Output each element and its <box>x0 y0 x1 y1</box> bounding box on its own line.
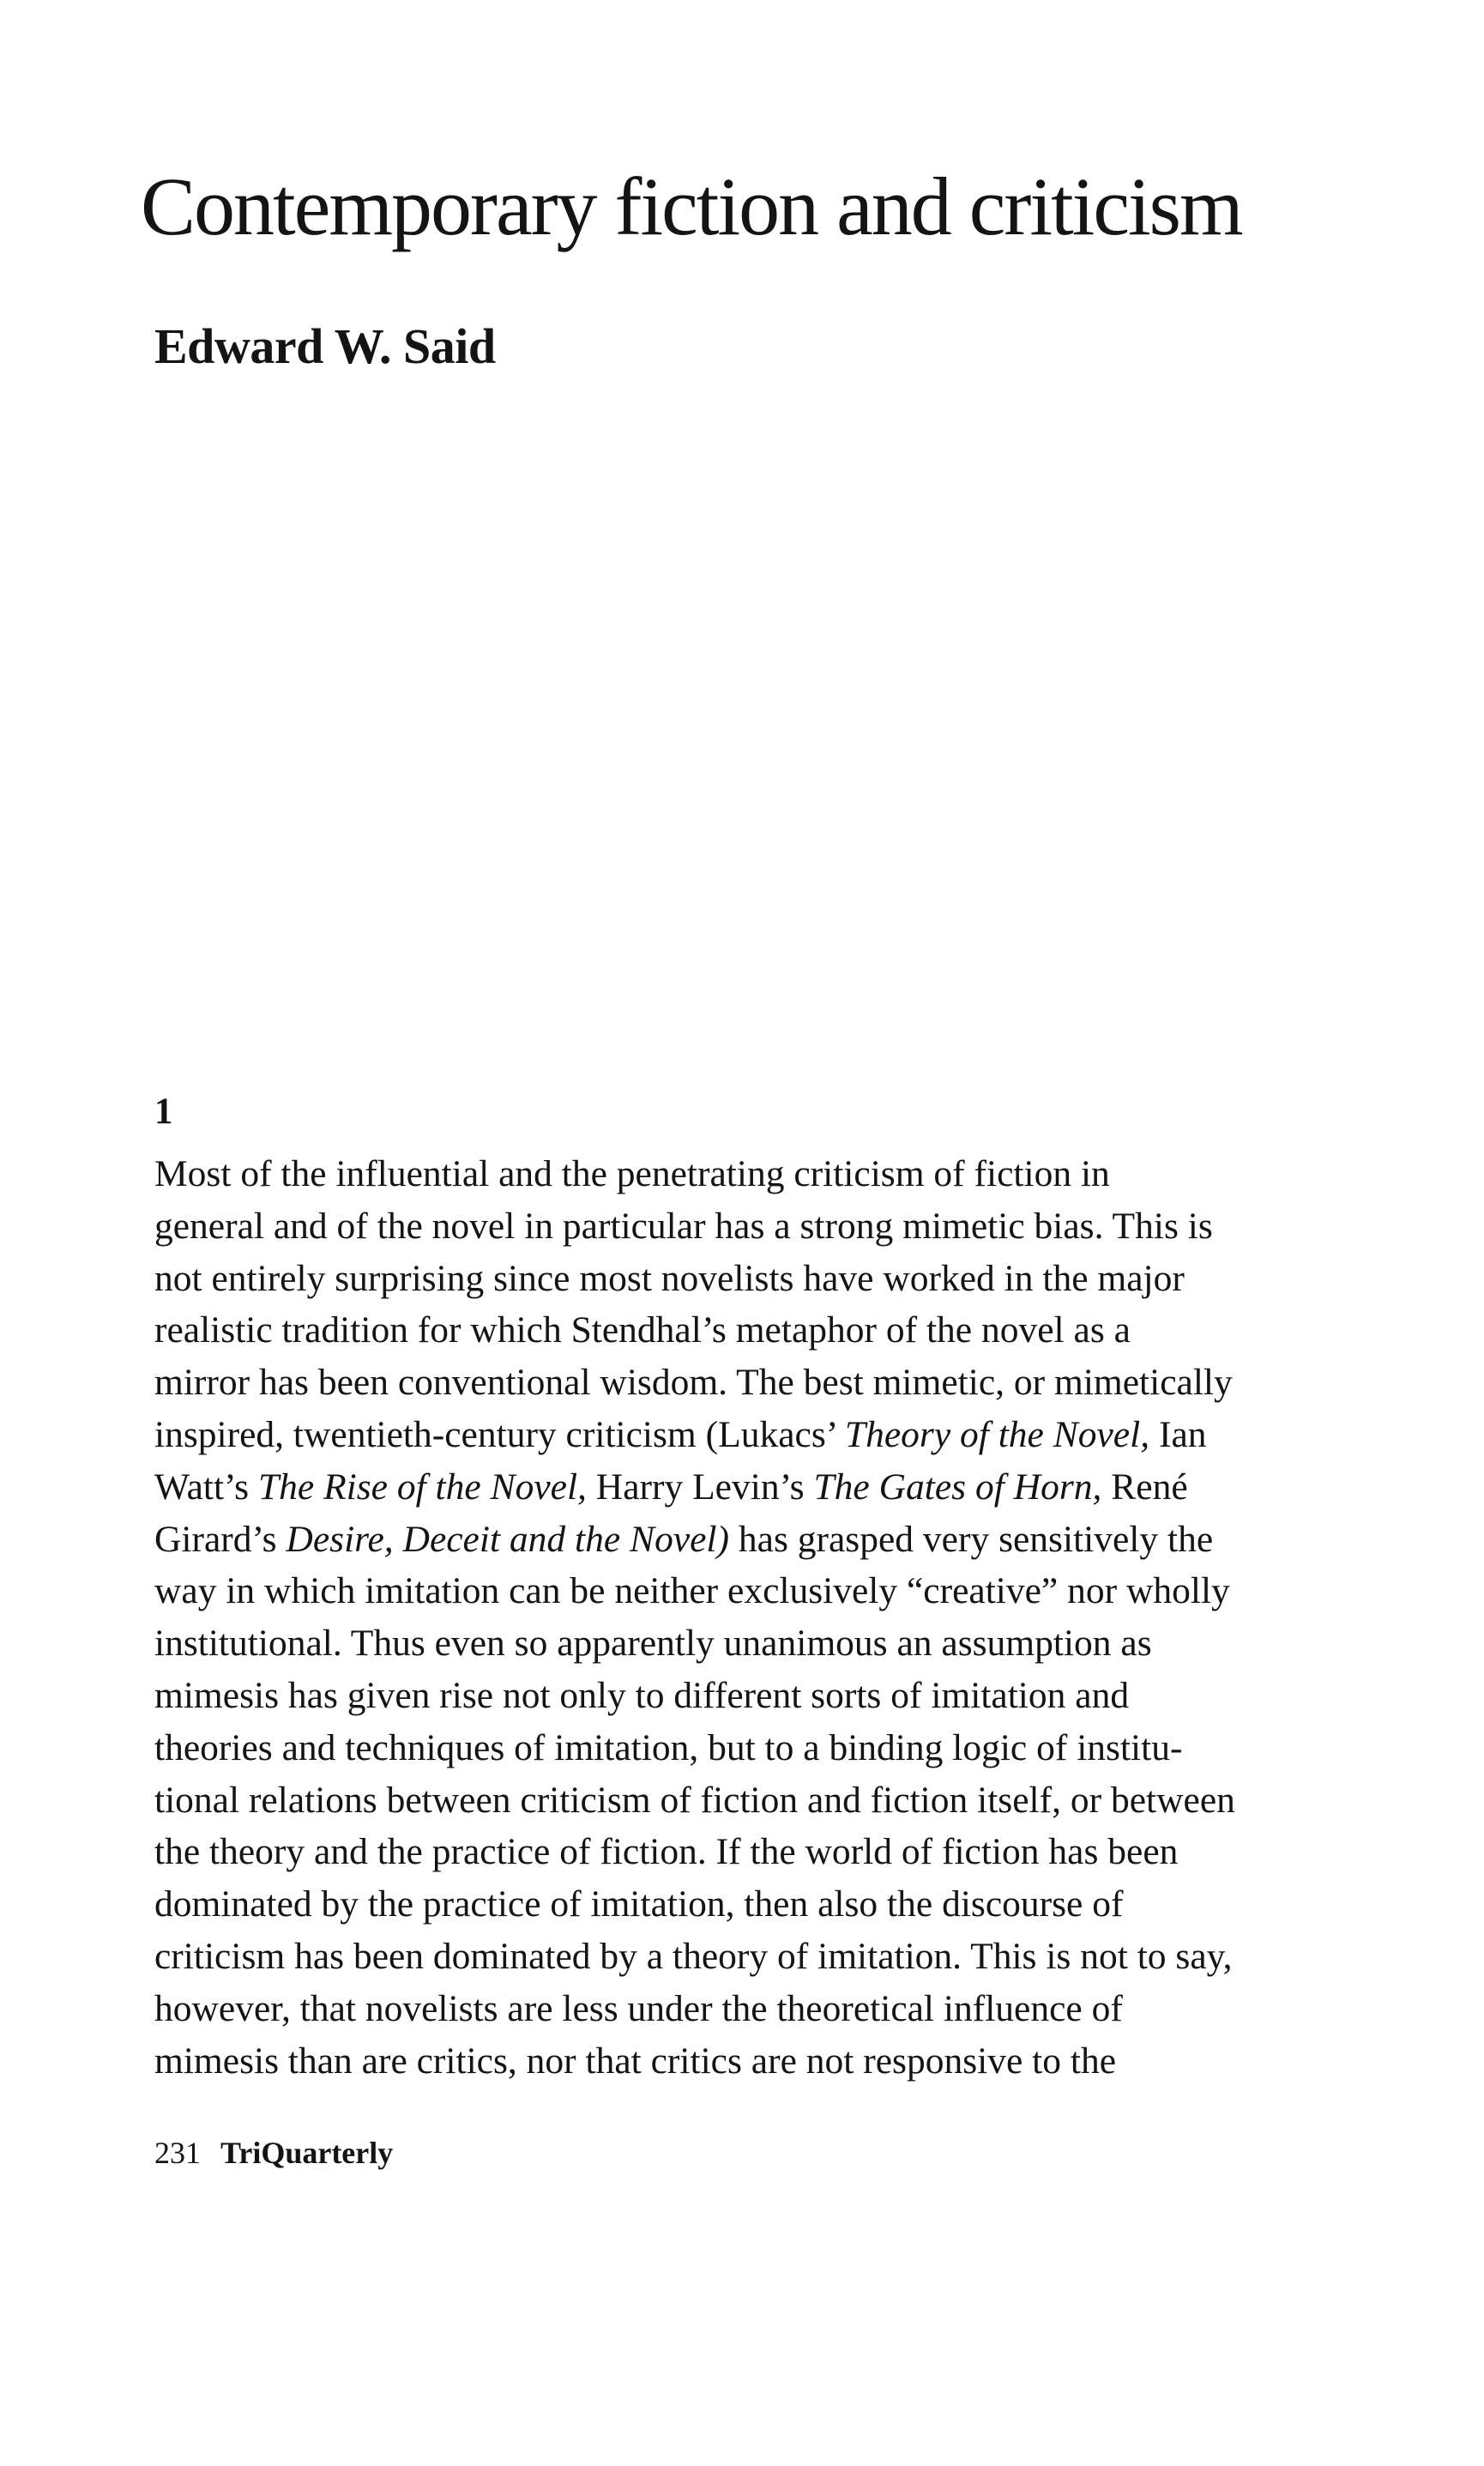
text-line: mimesis than are critics, nor that critics are not responsive to the <box>154 2040 1116 2082</box>
article-title: Contemporary fiction and criticism <box>141 160 1242 252</box>
text-line: realistic tradition for which Stendhal’s metaphor of the novel as a <box>154 1309 1131 1351</box>
text-line: tional relations between criticism of fiction and fiction itself, or between <box>154 1779 1235 1821</box>
text-line: Girard’s Desire, Deceit and the Novel) has grasped very sensitively the <box>154 1518 1214 1560</box>
text-line: mirror has been conventional wisdom. The best mimetic, or mimetically <box>154 1362 1233 1404</box>
text-line: mimesis has given rise not only to different sorts of imitation and <box>154 1674 1130 1716</box>
journal-name: TriQuarterly <box>220 2136 394 2170</box>
text-line: way in which imitation can be neither exclusively “creative” nor wholly <box>154 1570 1230 1612</box>
text-line: Most of the influential and the penetrating criticism of fiction in <box>154 1153 1110 1194</box>
page-footer <box>154 2137 393 2171</box>
italic-title: Desire, Deceit and the Novel) <box>286 1518 730 1560</box>
text-line: institutional. Thus even so apparently unanimous an assumption as <box>154 1623 1152 1665</box>
text-line: Watt’s The Rise of the Novel, Harry Levin’s The Gates of Horn, René <box>154 1466 1188 1508</box>
body-paragraph <box>154 1148 1338 2087</box>
text-line: not entirely surprising since most novelists have worked in the major <box>154 1257 1185 1299</box>
author-name: Edward W. Said <box>154 318 496 374</box>
italic-title: Theory of the Novel, <box>844 1413 1150 1455</box>
text-line: dominated by the practice of imitation, then also the discourse of <box>154 1883 1124 1925</box>
text-line: inspired, twentieth-century criticism (Lukacs’ Theory of the Novel, Ian <box>154 1413 1207 1455</box>
text-line: criticism has been dominated by a theory of imitation. This is not to say, <box>154 1935 1233 1977</box>
page-number: 231 <box>154 2136 201 2170</box>
italic-title: The Gates of Horn, <box>813 1466 1102 1508</box>
text-line: general and of the novel in particular has a strong mimetic bias. This is <box>154 1205 1213 1247</box>
italic-title: The Rise of the Novel, <box>257 1466 587 1508</box>
text-line: the theory and the practice of fiction. If the world of fiction has been <box>154 1831 1179 1873</box>
text-line: theories and techniques of imitation, but to a binding logic of institu- <box>154 1726 1183 1768</box>
text-line: however, that novelists are less under the theoretical influence of <box>154 1987 1123 2029</box>
section-number: 1 <box>154 1091 173 1132</box>
